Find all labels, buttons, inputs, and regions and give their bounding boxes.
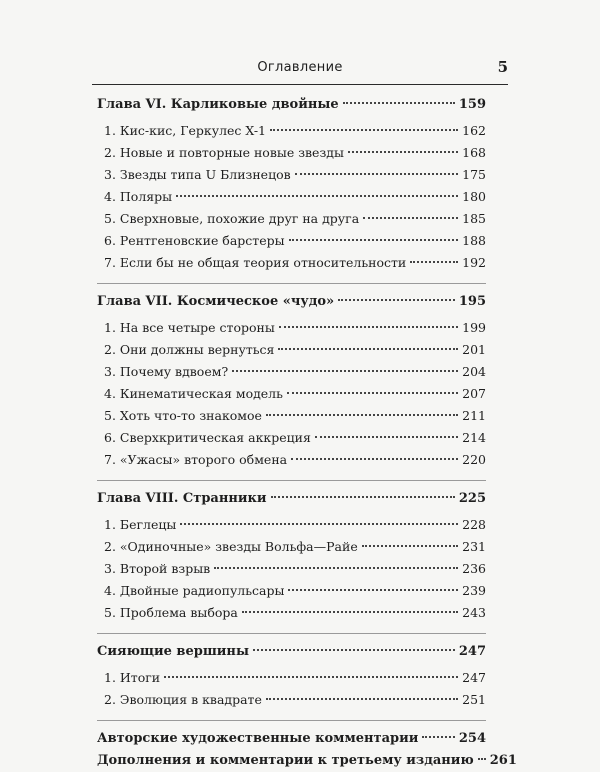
entry-page: 175 (462, 167, 486, 182)
dot-leader (232, 370, 458, 372)
entry-title: 1. Итоги (104, 670, 161, 685)
toc-entry[interactable] (97, 317, 486, 339)
dot-leader (348, 151, 458, 153)
toc-entry[interactable] (97, 208, 486, 230)
dot-leader (287, 392, 458, 394)
entry-page: 211 (462, 408, 486, 423)
entry-page: 231 (462, 539, 486, 554)
toc-entry[interactable] (97, 536, 486, 558)
entry-page: 243 (462, 605, 486, 620)
dot-leader (266, 414, 458, 416)
toc-entry[interactable] (97, 230, 486, 252)
toc-entry[interactable] (97, 120, 486, 142)
entry-page: 251 (462, 692, 486, 707)
entry-title: 1. Кис-кис, Геркулес X-1 (104, 123, 267, 138)
dot-leader (266, 698, 458, 700)
toc-entry[interactable] (97, 667, 486, 689)
section-divider (97, 283, 486, 284)
dot-leader (363, 217, 458, 219)
entry-title: 1. На все четыре стороны (104, 320, 275, 335)
entry-title: 5. Хоть что-то знакомое (104, 408, 262, 423)
entry-page: 220 (462, 452, 486, 467)
entry-title: 4. Поляры (104, 189, 173, 204)
entry-title: 4. Кинематическая модель (104, 386, 283, 401)
entry-title: 3. Почему вдвоем? (104, 364, 229, 379)
entry-page: 180 (462, 189, 486, 204)
entry-title: 7. Если бы не общая теория относительности (104, 255, 407, 270)
toc-entry[interactable] (97, 186, 486, 208)
dot-leader (343, 102, 455, 104)
toc-chapter-7[interactable] (97, 291, 486, 313)
entry-page: 236 (462, 561, 486, 576)
dot-leader (164, 676, 458, 678)
dot-leader (270, 129, 458, 131)
toc-entry[interactable] (97, 339, 486, 361)
toc-chapter-8[interactable] (97, 488, 486, 510)
chapter-title: Глава VII. Космическое «чудо» (97, 294, 335, 309)
toc-entry[interactable] (97, 361, 486, 383)
dot-leader (291, 458, 458, 460)
dot-leader (315, 436, 458, 438)
appendix-page: 254 (458, 731, 486, 746)
entry-title: 2. Эволюция в квадрате (104, 692, 262, 707)
entry-page: 228 (462, 517, 486, 532)
dot-leader (242, 611, 458, 613)
toc-entry[interactable] (97, 689, 486, 711)
dot-leader (271, 496, 455, 498)
entry-title: 3. Звезды типа U Близнецов (104, 167, 291, 182)
dot-leader (288, 589, 458, 591)
toc-entry[interactable] (97, 252, 486, 274)
appendix-title: Дополнения и комментарии к третьему изданию (97, 753, 474, 768)
dot-leader (176, 195, 458, 197)
toc-appendix-third-edition[interactable] (97, 750, 517, 772)
entry-title: 5. Проблема выбора (104, 605, 238, 620)
header-rule (92, 84, 508, 85)
dot-leader (478, 758, 486, 760)
dot-leader (289, 239, 459, 241)
chapter-page: 247 (458, 644, 486, 659)
entry-page: 162 (462, 123, 486, 138)
dot-leader (410, 261, 458, 263)
entry-title: 1. Беглецы (104, 517, 177, 532)
entry-page: 192 (462, 255, 486, 270)
appendix-page: 261 (489, 753, 517, 768)
dot-leader (278, 348, 458, 350)
chapter-title: Глава VIII. Странники (97, 491, 267, 506)
toc-chapter-6[interactable] (97, 94, 486, 116)
running-head-title: Оглавление (257, 60, 343, 75)
entry-title: 6. Рентгеновские барстеры (104, 233, 285, 248)
toc-entry[interactable] (97, 602, 486, 624)
section-divider (97, 480, 486, 481)
entry-page: 188 (462, 233, 486, 248)
toc-entry[interactable] (97, 558, 486, 580)
table-of-contents (97, 94, 517, 772)
entry-page: 168 (462, 145, 486, 160)
toc-section-summit[interactable] (97, 641, 486, 663)
toc-entry[interactable] (97, 383, 486, 405)
entry-title: 2. Новые и повторные новые звезды (104, 145, 344, 160)
chapter-title: Глава VI. Карликовые двойные (97, 97, 339, 112)
entry-title: 6. Сверхкритическая аккреция (104, 430, 311, 445)
dot-leader (279, 326, 458, 328)
running-head (92, 60, 508, 80)
toc-appendix-author-comments[interactable] (97, 728, 486, 750)
appendix-title: Авторские художественные комментарии (97, 731, 419, 746)
entry-page: 185 (462, 211, 486, 226)
entry-page: 199 (462, 320, 486, 335)
entry-page: 204 (462, 364, 486, 379)
section-divider (97, 720, 486, 721)
toc-entry[interactable] (97, 164, 486, 186)
dot-leader (180, 523, 458, 525)
entry-title: 3. Второй взрыв (104, 561, 211, 576)
entry-title: 5. Сверхновые, похожие друг на друга (104, 211, 360, 226)
page-number: 5 (497, 58, 508, 76)
toc-entry[interactable] (97, 142, 486, 164)
chapter-title: Сияющие вершины (97, 644, 249, 659)
toc-entry[interactable] (97, 449, 486, 471)
entry-page: 207 (462, 386, 486, 401)
entry-title: 7. «Ужасы» второго обмена (104, 452, 288, 467)
entry-page: 214 (462, 430, 486, 445)
dot-leader (338, 299, 455, 301)
entry-page: 201 (462, 342, 486, 357)
toc-entry[interactable] (97, 580, 486, 602)
entry-title: 2. Они должны вернуться (104, 342, 275, 357)
chapter-page: 195 (458, 294, 486, 309)
entry-page: 239 (462, 583, 486, 598)
entry-title: 2. «Одиночные» звезды Вольфа—Райе (104, 539, 358, 554)
chapter-page: 159 (458, 97, 486, 112)
section-divider (97, 633, 486, 634)
toc-entry[interactable] (97, 514, 486, 536)
chapter-page: 225 (458, 491, 486, 506)
dot-leader (362, 545, 458, 547)
dot-leader (422, 736, 454, 738)
dot-leader (253, 649, 455, 651)
dot-leader (295, 173, 458, 175)
toc-entry[interactable] (97, 405, 486, 427)
entry-title: 4. Двойные радиопульсары (104, 583, 285, 598)
dot-leader (214, 567, 458, 569)
entry-page: 247 (462, 670, 486, 685)
toc-entry[interactable] (97, 427, 486, 449)
